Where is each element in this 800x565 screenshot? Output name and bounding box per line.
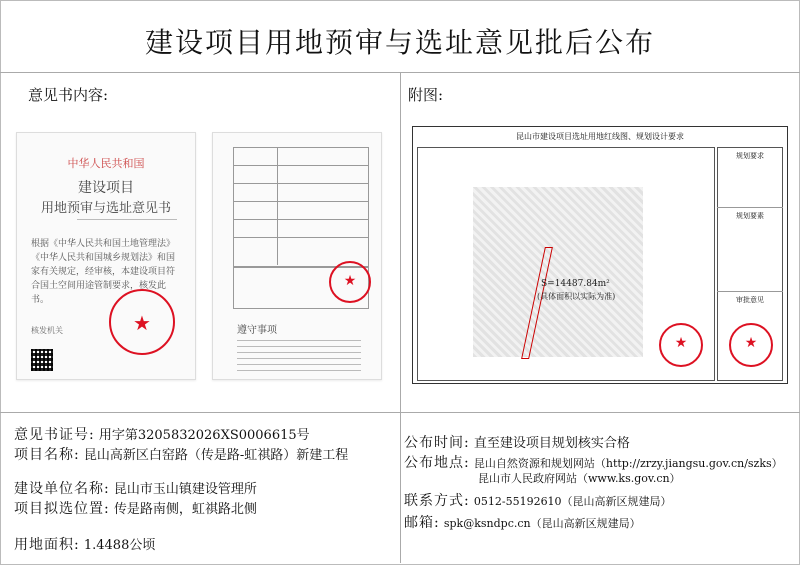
area-value: 1.4488公顷 xyxy=(83,538,156,553)
certificate-body: 根据《中华人民共和国土地管理法》《中华人民共和国城乡规划法》和国家有关规定，经审核，本建设项目符合国土空间用途管制要求，核发此书。 xyxy=(31,239,176,305)
cert-no-label: 意见书证号: xyxy=(14,427,95,443)
site-area-note: (具体面积以实际为准) xyxy=(537,292,616,301)
contact-value: 0512-55192610（昆山高新区规建局） xyxy=(473,495,672,508)
qr-code xyxy=(31,349,53,371)
email-label: 邮箱: xyxy=(404,515,440,531)
area-row xyxy=(14,534,155,554)
notes-text xyxy=(237,337,361,371)
site-plan-drawing[interactable] xyxy=(412,126,788,384)
cert-no-value: 用字第3205832026XS0006615号 xyxy=(98,428,310,443)
project-name-value: 昆山高新区白窑路（传是路-虹祺路）新建工程 xyxy=(83,448,349,463)
certificate-country: 中华人民共和国 xyxy=(67,157,145,170)
publish-place-row xyxy=(404,452,783,472)
form-seal: ★ xyxy=(329,261,371,303)
certificate-form-page[interactable] xyxy=(212,132,382,380)
drawing-seal-1: ★ xyxy=(659,323,703,367)
builder-label: 建设单位名称: xyxy=(14,481,110,497)
area-label: 用地面积: xyxy=(14,537,80,553)
certificate-issuer: 核发机关 xyxy=(31,326,63,335)
certificate-title-2: 用地预审与选址意见书 xyxy=(40,201,171,216)
approval-header: 审批意见 xyxy=(736,296,764,304)
email-value[interactable]: spk@ksndpc.cn（昆山高新区规建局） xyxy=(443,517,641,530)
project-name-label: 项目名称: xyxy=(14,447,80,463)
drawing-title: 昆山市建设项目选址用地红线图、规划设计要求 xyxy=(516,132,684,141)
publish-place-value-1: 昆山自然资源和规划网站（http://zrzy.jiangsu.gov.cn/szks） xyxy=(473,457,783,470)
drawing-seal-2: ★ xyxy=(729,323,773,367)
planning-elements-header: 规划要素 xyxy=(736,212,764,220)
publish-place-value-2: 昆山市人民政府网站（www.ks.gov.cn） xyxy=(478,472,681,485)
divider-vertical xyxy=(400,72,401,563)
project-name-row xyxy=(14,444,348,464)
page-title: 建设项目用地预审与选址意见批后公布 xyxy=(144,26,655,59)
publish-time-value: 直至建设项目规划核实合格 xyxy=(473,436,630,451)
publish-place-row-2 xyxy=(478,470,681,486)
email-row xyxy=(404,512,641,532)
planning-requirements-header: 规划要求 xyxy=(736,152,764,160)
certificate-title-1: 建设项目 xyxy=(78,180,134,196)
location-label: 项目拟选位置: xyxy=(14,501,110,517)
site-area: S=14487.84m² xyxy=(541,279,610,289)
contact-row xyxy=(404,490,672,510)
publish-time-label: 公布时间: xyxy=(404,435,470,451)
certificate-seal: ★ xyxy=(109,289,175,355)
map-blocks xyxy=(473,187,643,357)
location-value: 传是路南侧，虹祺路北侧 xyxy=(113,502,257,517)
cert-no-row xyxy=(14,424,310,444)
right-panel-label: 附图: xyxy=(408,86,444,104)
notes-title: 遵守事项 xyxy=(237,325,277,336)
left-panel-label: 意见书内容: xyxy=(28,86,109,104)
builder-value: 昆山市玉山镇建设管理所 xyxy=(113,482,257,497)
publish-time-row xyxy=(404,432,630,452)
builder-row xyxy=(14,478,257,498)
certificate-cover-page[interactable] xyxy=(16,132,196,380)
location-row xyxy=(14,498,257,518)
contact-label: 联系方式: xyxy=(404,493,470,509)
publish-place-label: 公布地点: xyxy=(404,455,470,471)
certificate-number-line xyxy=(77,219,177,220)
